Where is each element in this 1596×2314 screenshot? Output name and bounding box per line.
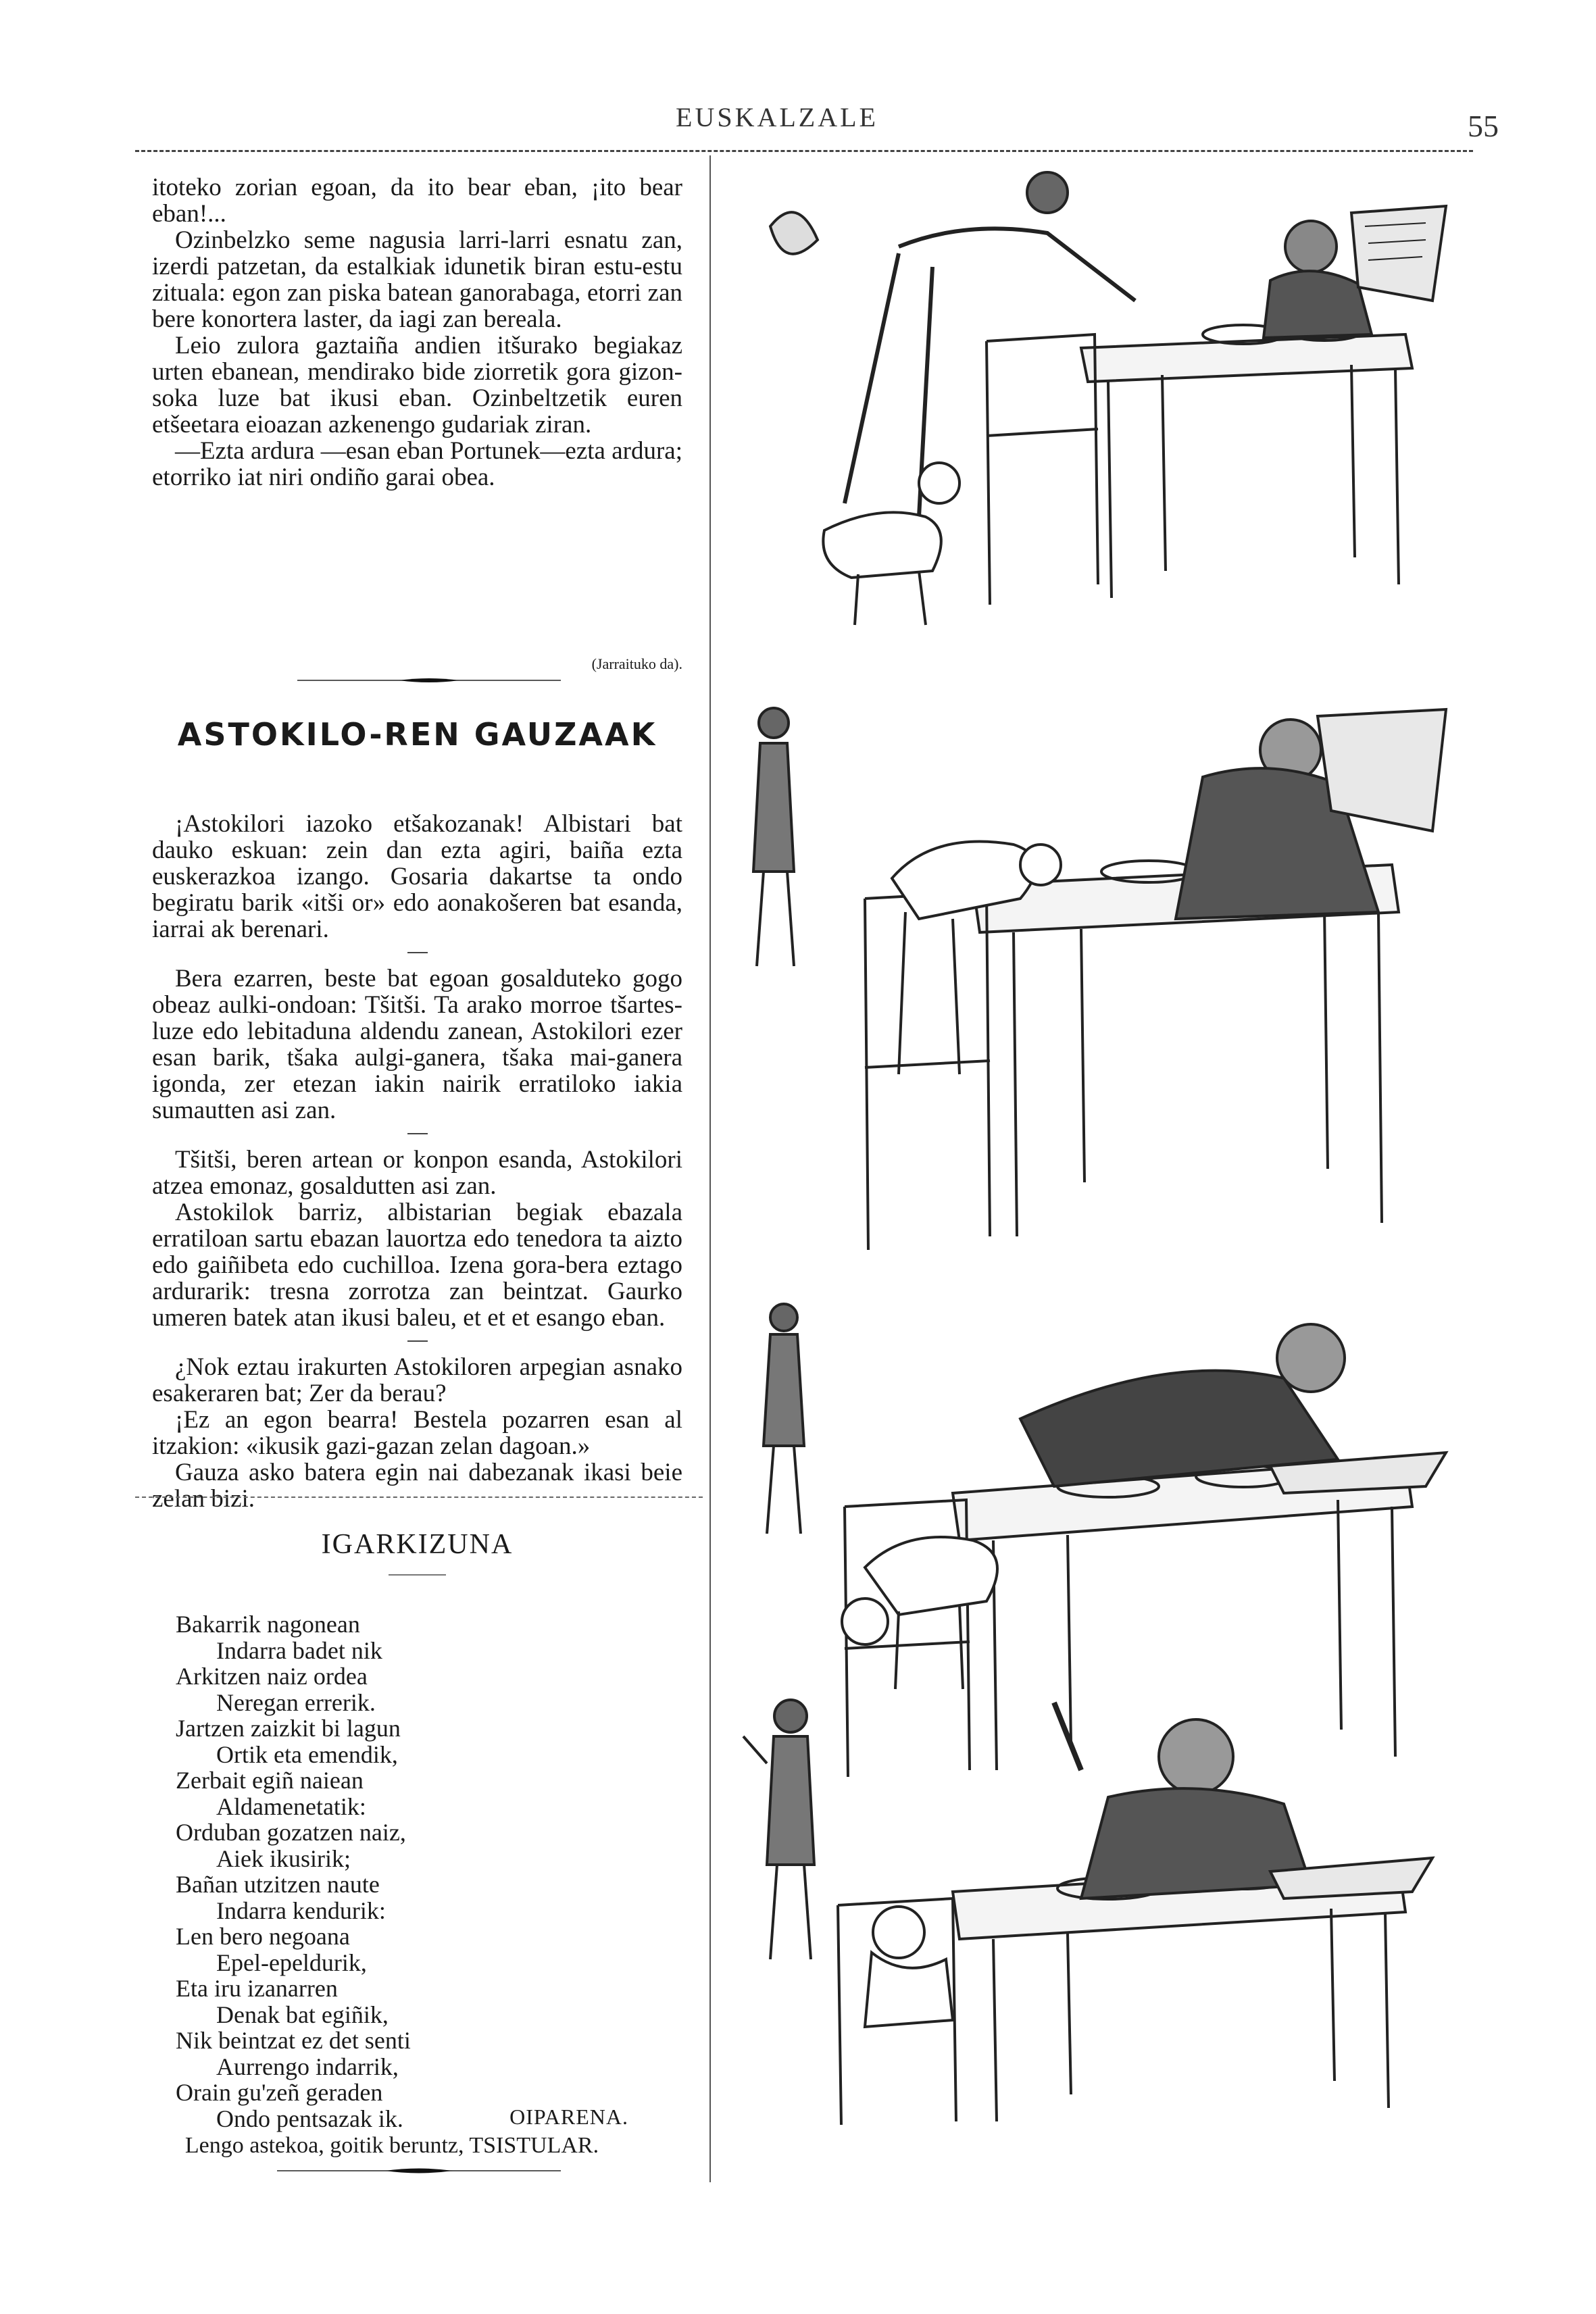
paragraph-separator [407, 952, 428, 953]
article-paragraph: ¡Astokilori iazoko etšakozanak! Albistari bat dauko eskuan: zein dan ezta agiri, baiña ezta euskerazkoa izango. Gosaria dakartse ta ondo begiratu barik «itši or» edo aonakošeren bat esanda, iarrai ak berenari. [152, 810, 682, 943]
article-paragraph: Tšitši, beren artean or konpon esanda, Astokilori atzea emonaz, gosaldutten asi zan. [152, 1146, 682, 1200]
riddle-line: Aiek ikusirik; [216, 1844, 351, 1872]
section-rule [135, 1496, 703, 1498]
story-paragraph: Ozinbelzko seme nagusia larri-larri esnatu zan, izerdi patzetan, da estalkiak idunetik biran estu-estu zituala: egon zan piska batean ganorabaga, etorri zan bere konortera laster, da iagi zan bereala. [152, 226, 682, 333]
article-paragraph: Bera ezarren, beste bat egoan gosalduteko gogo obeaz aulki-ondoan: Tšitši. Ta arako morroe tšartes-luze edo lebitaduna aldendu zanean, Astokilori ezer esan barik, tšaka aulgi-ganera, tšaka mai-ganera igonda, zer etezan iakin nairik erratiloko iakia sumautten asi zan. [152, 965, 682, 1124]
comic-panel-1 [730, 166, 1480, 642]
riddle-line: Len bero negoana [176, 1923, 350, 1950]
riddle-line: Bakarrik nagonean [176, 1611, 360, 1638]
riddle-line: Neregan errerik. [216, 1688, 376, 1716]
riddle-poem [176, 1611, 649, 2132]
riddle-line: Bañan utzitzen naute [176, 1871, 380, 1898]
riddle-line: Nik beintzat ez det senti [176, 2027, 411, 2054]
paragraph-separator [407, 1133, 428, 1134]
riddle-line: Denak bat egiñik, [216, 2001, 389, 2028]
article-body [152, 810, 682, 1513]
story-continuation [152, 174, 682, 607]
riddle-line: Eta iru izanarren [176, 1975, 338, 2002]
end-ornament [277, 2167, 561, 2174]
riddle-line: Orduban gozatzen naiz, [176, 1819, 406, 1846]
riddle-line: Aldamenetatik: [216, 1792, 366, 1820]
riddle-line: Orain gu'zeñ geraden [176, 2079, 383, 2106]
article-title: ASTOKILO-REN GAUZAAK [177, 716, 657, 753]
riddle-author: OIPARENA. [509, 2105, 628, 2129]
article-paragraph: ¡Ez an egon bearra! Bestela pozarren esan al itzakion: «ikusik gazi-gazan zelan dagoan.» [152, 1406, 682, 1460]
riddle-title-rule [389, 1574, 446, 1576]
comic-panel-4 [730, 1676, 1480, 2128]
header-rule [135, 150, 1473, 152]
riddle-line: Ortik eta emendik, [216, 1740, 398, 1768]
riddle-line: Jartzen zaizkit bi lagun [176, 1715, 401, 1742]
story-signature: (Jarraituko da). [591, 655, 682, 672]
paragraph-separator [407, 1340, 428, 1342]
riddle-line: Indarra kendurik: [216, 1896, 386, 1924]
article-paragraph: Astokilok barriz, albistarian begiak ebazala erratiloan sartu ebazan lauortza edo tenedora ta aizto edo gaiñibeta edo cuchilloa. Izena gora-bera eztago ardurarik: tresna zorrotza zan beintzat. Gaurko umeren batek atan ikusi baleu, et et et esango eban. [152, 1199, 682, 1332]
riddle-line: Aurrengo indarrik, [216, 2053, 399, 2080]
riddle-line: Epel-epeldurik, [216, 1948, 367, 1976]
riddle-answer: Lengo astekoa, goitik beruntz, TSISTULAR. [184, 2133, 599, 2158]
story-paragraph: —Ezta ardura —esan eban Portunek—ezta ardura; etorriko iat niri ondiño garai obea. [152, 437, 682, 491]
column-divider [709, 155, 711, 2182]
article-paragraph: ¿Nok eztau irakurten Astokiloren arpegian asnako esakeraren bat; Zer da berau? [152, 1353, 682, 1407]
riddle-line: Ondo pentsazak ik. [216, 2105, 403, 2132]
page-number: 55 [1468, 109, 1499, 143]
riddle-line: Indarra badet nik [216, 1636, 382, 1664]
comic-panel-2 [730, 696, 1480, 1257]
riddle-line: Arkitzen naiz ordea [176, 1663, 368, 1690]
running-title: EUSKALZALE [676, 102, 878, 132]
article-paragraph: Gauza asko batera egin nai dabezanak ikasi beie zelan bizi. [152, 1459, 682, 1513]
section-ornament [297, 678, 561, 683]
riddle-line: Zerbait egiñ naiean [176, 1767, 364, 1794]
story-paragraph: itoteko zorian egoan, da ito bear eban, ¡ito bear eban!... [152, 174, 682, 228]
story-paragraph: Leio zulora gaztaiña andien itšurako begiakaz urten ebanean, mendirako bide ziorretik gora gizon-soka luze bat ikusi eban. Ozinbeltzetik euren etšeetara eioazan azkenengo gudariak ziran. [152, 332, 682, 438]
riddle-title: IGARKIZUNA [321, 1529, 514, 1560]
